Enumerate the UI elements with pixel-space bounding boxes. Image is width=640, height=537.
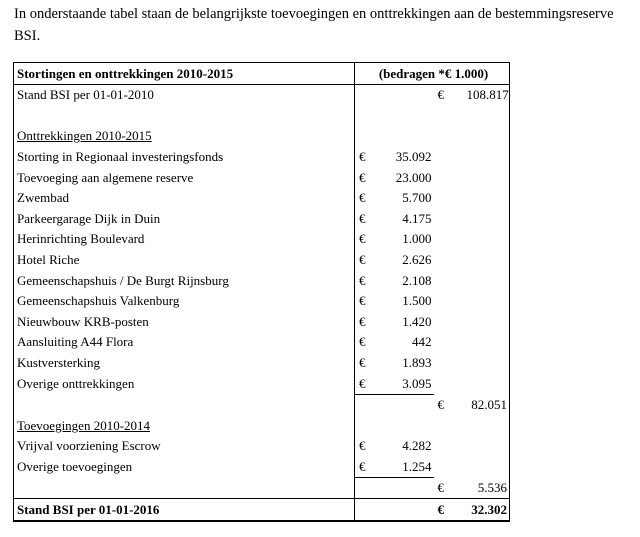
item-amount: 1.500: [402, 293, 432, 309]
row-label: Nieuwbouw KRB-posten: [14, 311, 355, 332]
currency-symbol: €: [355, 456, 389, 477]
table-row: [14, 436, 510, 457]
table-row: [14, 229, 510, 250]
table-row: [14, 188, 510, 209]
row-label: Aansluiting A44 Flora: [14, 332, 355, 353]
table-row: [14, 373, 510, 394]
item-amount: 23.000: [395, 169, 432, 185]
row-label: Parkeergarage Dijk in Duin: [14, 208, 355, 229]
withdrawals-subtotal: 82.051: [467, 394, 510, 415]
currency-symbol: €: [355, 229, 389, 250]
item-amount: 1.420: [402, 313, 432, 329]
item-amount: 4.282: [402, 438, 432, 454]
item-amount: 1.254: [389, 456, 434, 477]
opening-amount: 108.817: [467, 84, 510, 105]
item-amount: 442: [412, 334, 432, 350]
row-label: Stand BSI per 01-01-2016: [14, 499, 355, 521]
currency-symbol: €: [437, 480, 444, 496]
section-heading-row: [14, 126, 510, 147]
currency-symbol: €: [355, 167, 389, 188]
item-amount: 5.700: [402, 190, 432, 206]
table-row: [14, 311, 510, 332]
additions-subtotal: 5.536: [467, 477, 510, 499]
table-row: [14, 249, 510, 270]
table-row: [14, 291, 510, 312]
currency-symbol: €: [437, 397, 444, 413]
row-label: Hotel Riche: [14, 249, 355, 270]
item-amount: 2.626: [402, 251, 432, 267]
currency-symbol: €: [434, 499, 467, 521]
currency-symbol: €: [355, 146, 389, 167]
table-title: Stortingen en onttrekkingen 2010-2015: [14, 63, 355, 85]
row-label: Zwembad: [14, 188, 355, 209]
row-label: Toevoeging aan algemene reserve: [14, 167, 355, 188]
withdrawals-list: [14, 146, 510, 394]
additions-heading: Toevoegingen 2010-2014: [17, 417, 151, 433]
table-row: [14, 456, 510, 477]
currency-symbol: €: [355, 436, 389, 457]
row-label: Stand BSI per 01-01-2010: [14, 84, 355, 105]
table-row: [14, 332, 510, 353]
item-amount: 2.108: [402, 272, 432, 288]
amount-unit-label: (bedragen *€ 1.000): [355, 63, 510, 85]
currency-symbol: €: [355, 352, 389, 373]
subtotal-row: [14, 394, 510, 415]
item-amount: 1.893: [402, 354, 432, 370]
closing-balance-row: [14, 499, 510, 521]
table-row: [14, 352, 510, 373]
withdrawals-heading: Onttrekkingen 2010-2015: [17, 128, 152, 144]
currency-symbol: €: [355, 291, 389, 312]
row-label: Herinrichting Boulevard: [14, 229, 355, 250]
currency-symbol: €: [355, 373, 389, 394]
currency-symbol: €: [437, 87, 444, 103]
row-label: Overige onttrekkingen: [14, 373, 355, 394]
item-amount: 35.092: [395, 148, 432, 164]
table-row: [14, 208, 510, 229]
section-heading-row: [14, 415, 510, 436]
additions-list: [14, 436, 510, 478]
currency-symbol: €: [355, 249, 389, 270]
table-header-row: [14, 63, 510, 85]
row-label: Storting in Regionaal investeringsfonds: [14, 146, 355, 167]
table-row: [14, 167, 510, 188]
currency-symbol: €: [355, 311, 389, 332]
currency-symbol: €: [355, 188, 389, 209]
spacer-row: [14, 105, 510, 126]
bsi-reserve-table: [13, 62, 510, 522]
subtotal-row: [14, 477, 510, 499]
table-row: [14, 270, 510, 291]
table-row: [14, 146, 510, 167]
currency-symbol: €: [355, 332, 389, 353]
row-label: Vrijval voorziening Escrow: [14, 436, 355, 457]
item-amount: 3.095: [389, 373, 434, 394]
currency-symbol: €: [355, 270, 389, 291]
currency-symbol: €: [355, 208, 389, 229]
item-amount: 4.175: [402, 210, 432, 226]
row-label: Overige toevoegingen: [14, 456, 355, 477]
row-label: Kustversterking: [14, 352, 355, 373]
row-label: Gemeenschapshuis / De Burgt Rijnsburg: [14, 270, 355, 291]
closing-amount: 32.302: [467, 499, 510, 521]
opening-balance-row: [14, 84, 510, 105]
row-label: Gemeenschapshuis Valkenburg: [14, 291, 355, 312]
intro-text: In onderstaande tabel staan de belangrijkste toevoegingen en onttrekkingen aan de bestemmingsreserve BSI.: [14, 6, 614, 44]
item-amount: 1.000: [402, 231, 432, 247]
